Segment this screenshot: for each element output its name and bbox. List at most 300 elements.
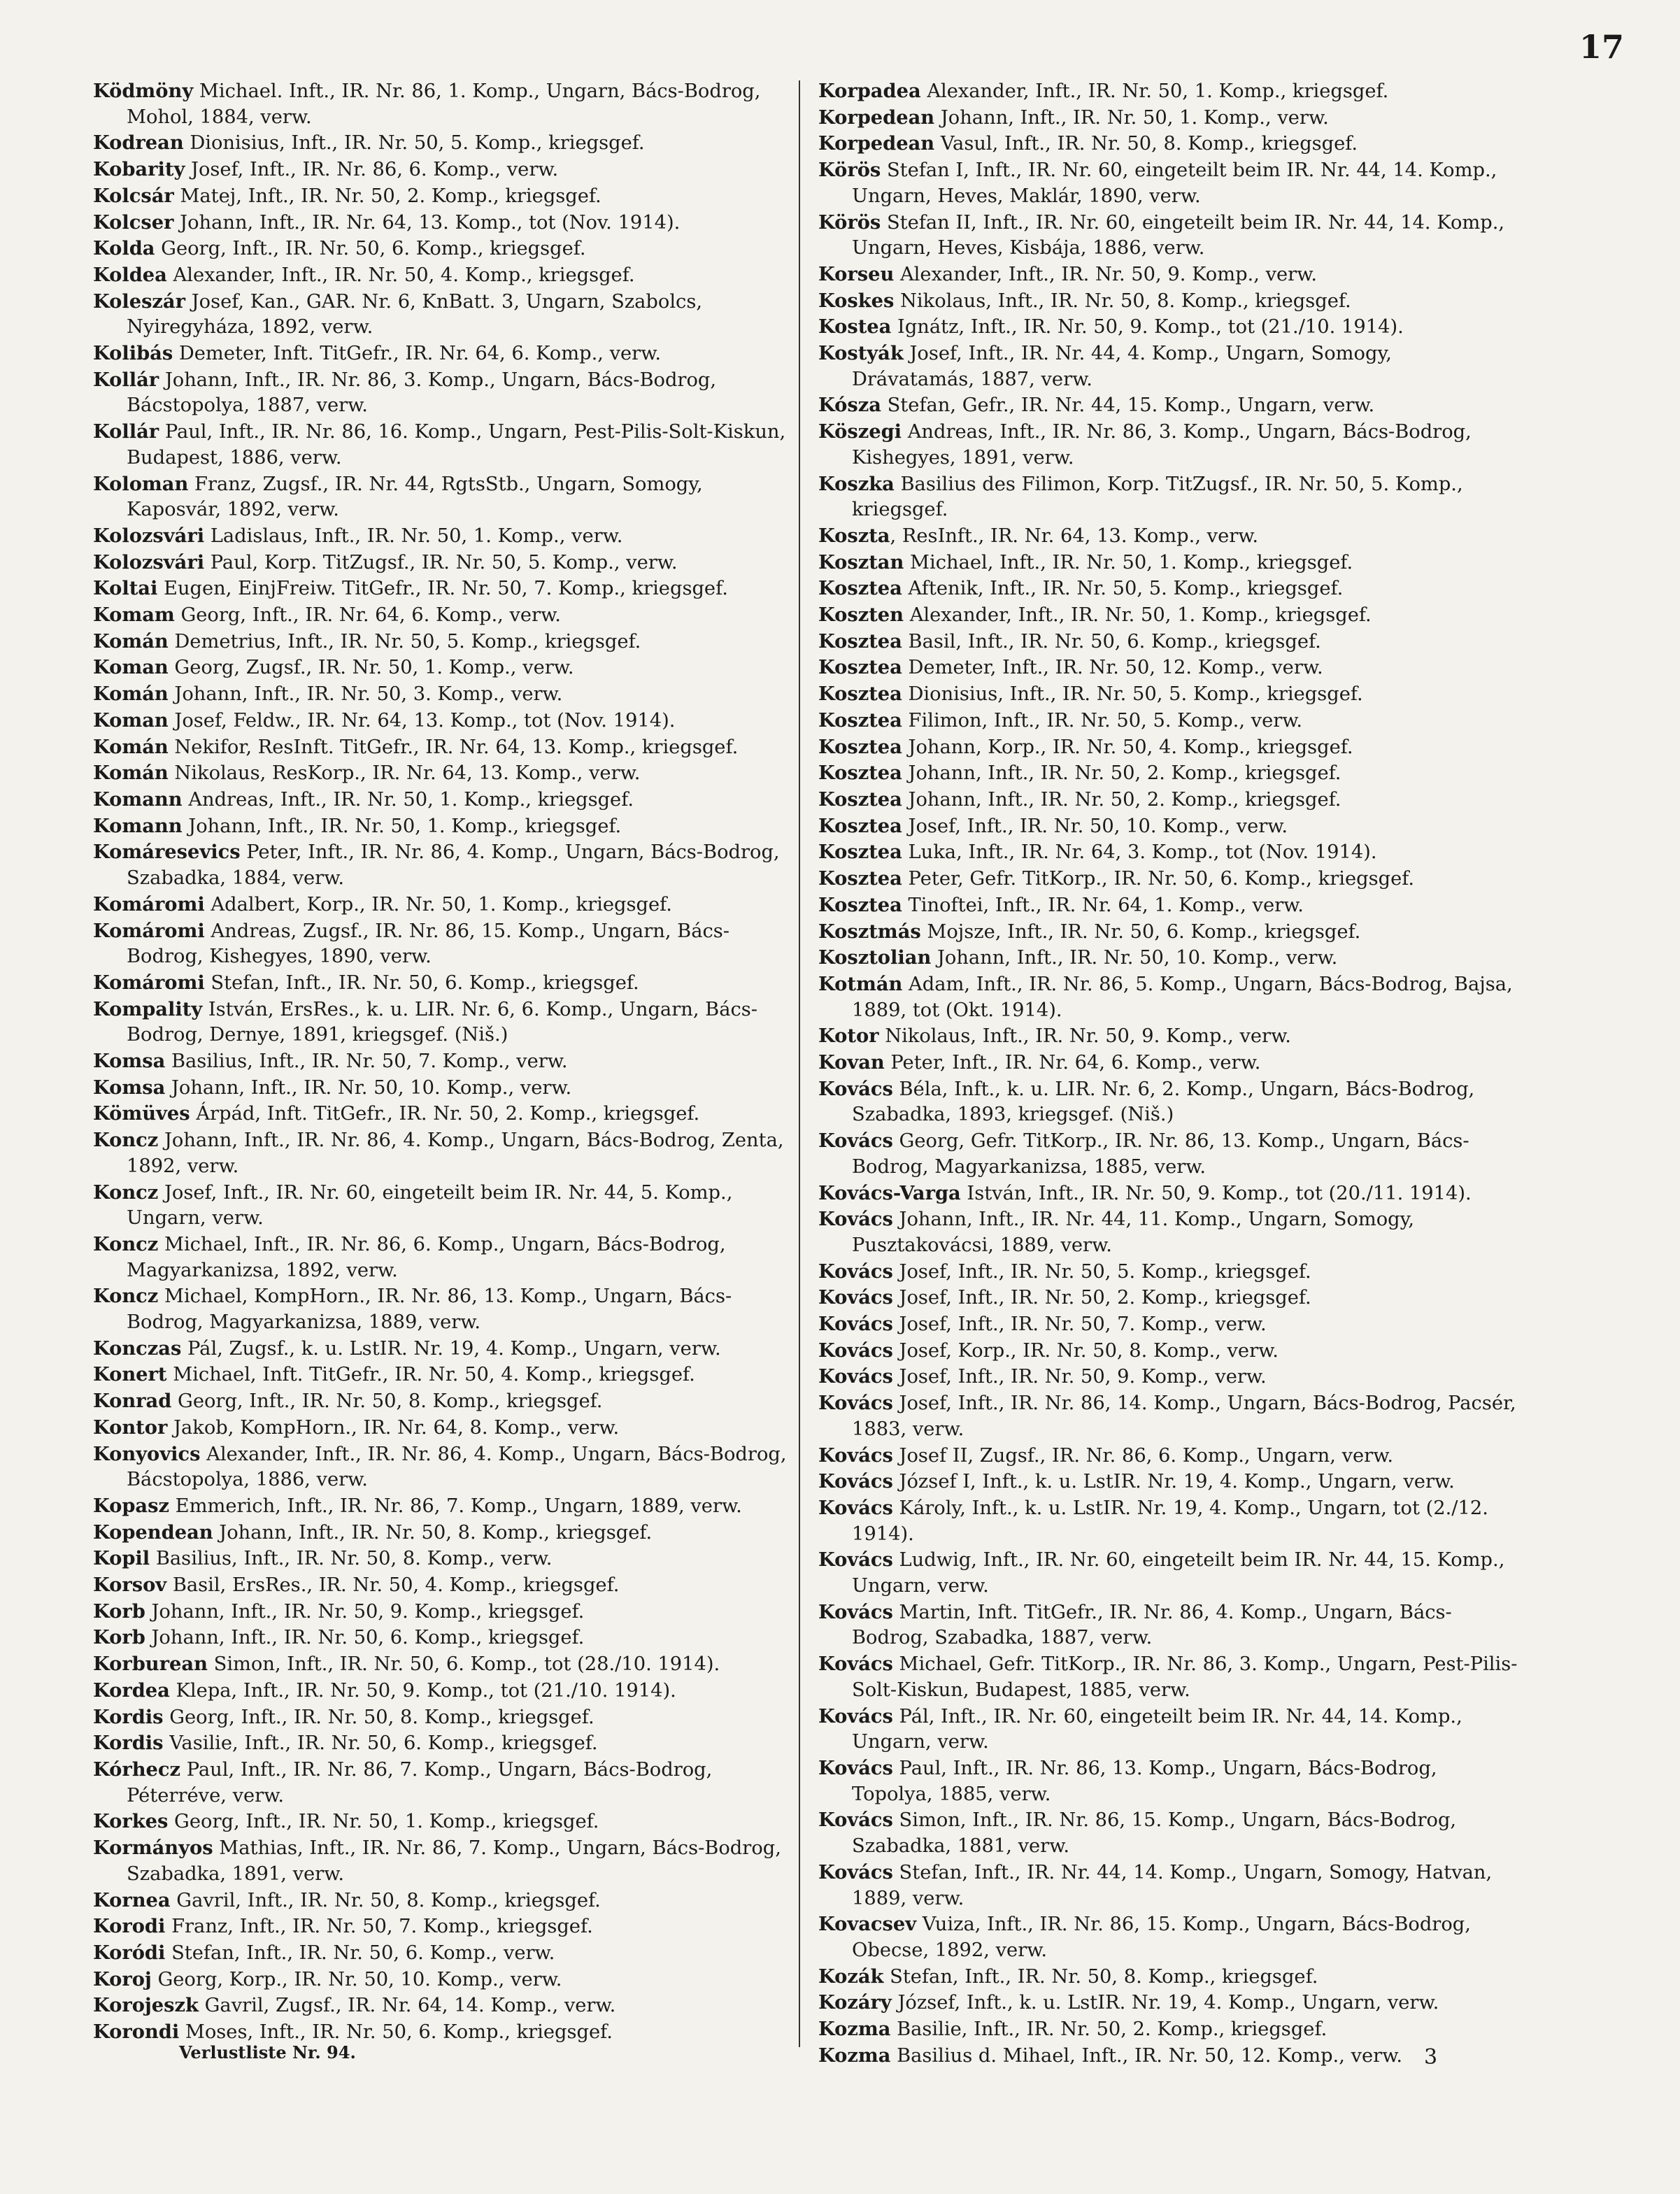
entry-details: Michael, Inft., IR. Nr. 86, 6. Komp., Ungarn, Bács-Bodrog, Magyarkanizsa, 1892, verw. [127, 1233, 726, 1281]
entry-details: Pál, Zugsf., k. u. LstIR. Nr. 19, 4. Komp., Ungarn, verw. [181, 1337, 721, 1360]
entry-surname: Kostyák [818, 342, 904, 365]
entry-details: Nikolaus, Inft., IR. Nr. 50, 8. Komp., kriegsgef. [894, 290, 1351, 312]
entry-details: Peter, Inft., IR. Nr. 86, 4. Komp., Ungarn, Bács-Bodrog, Szabadka, 1884, verw. [127, 841, 780, 890]
entry-surname: Koszten [818, 604, 904, 627]
entry-details: Demeter, Inft., IR. Nr. 50, 12. Komp., verw. [902, 657, 1323, 679]
list-entry [93, 708, 792, 734]
entry-details: Emmerich, Inft., IR. Nr. 86, 7. Komp., Ungarn, 1889, verw. [169, 1495, 742, 1517]
entry-surname: Koldea [93, 263, 167, 286]
entry-details: Josef, Inft., IR. Nr. 50, 10. Komp., verw. [902, 815, 1288, 837]
list-entry [93, 629, 792, 655]
list-entry [818, 314, 1518, 341]
entry-details: Vasul, Inft., IR. Nr. 50, 8. Komp., kriegsgef. [934, 133, 1358, 155]
entry-surname: Kovacsev [818, 1913, 917, 1936]
entry-details: Károly, Inft., k. u. LstIR. Nr. 19, 4. Komp., Ungarn, tot (2./12. 1914). [852, 1497, 1488, 1545]
entry-details: Ladislaus, Inft., IR. Nr. 50, 1. Komp., verw. [204, 525, 623, 547]
entry-details: Pál, Inft., IR. Nr. 60, eingeteilt beim IR. Nr. 44, 14. Komp., Ungarn, verw. [852, 1705, 1462, 1753]
entry-details: Nekifor, ResInft. TitGefr., IR. Nr. 64, 13. Komp., kriegsgef. [168, 736, 739, 758]
entry-details: Paul, Inft., IR. Nr. 86, 7. Komp., Ungarn, Bács-Bodrog, Péterréve, verw. [127, 1759, 713, 1807]
list-entry [818, 1050, 1518, 1076]
entry-details: Johann, Inft., IR. Nr. 50, 10. Komp., verw. [931, 947, 1338, 969]
entry-surname: Komáresevics [93, 841, 241, 864]
entry-details: Stefan I, Inft., IR. Nr. 60, eingeteilt beim IR. Nr. 44, 14. Komp., Ungarn, Heves, Maklár, 1890, verw. [852, 159, 1497, 207]
entry-surname: Kordea [93, 1679, 170, 1702]
entry-details: Nikolaus, Inft., IR. Nr. 50, 9. Komp., verw. [878, 1025, 1291, 1048]
entry-surname: Kosztea [818, 629, 902, 653]
entry-surname: Kolibás [93, 342, 173, 365]
page-number: 17 [1579, 28, 1624, 66]
entry-surname: Komáromi [93, 892, 205, 916]
entry-surname: Körös [818, 159, 881, 182]
entry-surname: Kotmán [818, 972, 903, 995]
entry-surname: Kosztea [818, 893, 902, 916]
entry-details: József, Inft., k. u. LstIR. Nr. 19, 4. Komp., Ungarn, verw. [891, 1992, 1439, 2014]
entry-details: Simon, Inft., IR. Nr. 86, 15. Komp., Ungarn, Bács-Bodrog, Szabadka, 1881, verw. [852, 1809, 1457, 1858]
entry-surname: Kosztea [818, 841, 902, 864]
entry-surname: Korb [93, 1626, 145, 1649]
list-entry [818, 550, 1518, 576]
list-entry [818, 1807, 1518, 1859]
entry-details: Georg, Gefr. TitKorp., IR. Nr. 86, 13. Komp., Ungarn, Bács-Bodrog, Magyarkanizsa, 1885, verw. [852, 1130, 1469, 1178]
list-entry [93, 1730, 792, 1757]
entry-surname: Konyovics [93, 1442, 201, 1465]
list-entry [818, 839, 1518, 866]
entry-details: Stefan, Inft., IR. Nr. 44, 14. Komp., Ungarn, Somogy, Hatvan, 1889, verw. [852, 1861, 1493, 1909]
list-entry [818, 708, 1518, 734]
entry-surname: Kovács [818, 1365, 893, 1388]
entry-surname: Körös [818, 211, 881, 234]
column-divider [799, 80, 800, 2047]
entry-details: Basil, ErsRes., IR. Nr. 50, 4. Komp., kriegsgef. [166, 1574, 620, 1597]
entry-details: Vuiza, Inft., IR. Nr. 86, 15. Komp., Ungarn, Bács-Bodrog, Obecse, 1892, verw. [852, 1914, 1471, 1961]
entry-details: Alexander, Inft., IR. Nr. 50, 4. Komp., kriegsgef. [166, 264, 635, 286]
entry-details: Franz, Inft., IR. Nr. 50, 7. Komp., kriegsgef. [165, 1916, 593, 1938]
entry-surname: Koncz [93, 1181, 159, 1204]
list-entry [818, 157, 1518, 209]
entry-surname: Kostea [818, 315, 892, 339]
entry-surname: Koródi [93, 1941, 166, 1964]
entry-details: Michael. Inft., IR. Nr. 86, 1. Komp., Ungarn, Bács-Bodrog, Mohol, 1884, verw. [127, 80, 761, 128]
entry-surname: Korsov [93, 1574, 167, 1597]
entry-surname: Kosztea [818, 762, 902, 785]
entry-details: Johann, Inft., IR. Nr. 50, 8. Komp., kriegsgef. [213, 1521, 653, 1544]
list-entry [818, 210, 1518, 262]
list-entry [818, 1495, 1518, 1547]
list-entry [818, 892, 1518, 919]
list-entry [818, 392, 1518, 419]
list-entry [93, 1101, 792, 1127]
list-entry [818, 523, 1518, 550]
entry-details: Johann, Inft., IR. Nr. 64, 13. Komp., tot (Nov. 1914). [173, 211, 681, 234]
entry-details: István, Inft., IR. Nr. 50, 9. Komp., tot (20./11. 1914). [960, 1182, 1472, 1204]
list-entry [93, 734, 792, 761]
entry-details: Michael, Inft. TitGefr., IR. Nr. 50, 4. Komp., kriegsgef. [166, 1364, 695, 1386]
entry-surname: Kovács [818, 1757, 893, 1779]
list-entry [93, 1232, 792, 1283]
entry-details: Basil, Inft., IR. Nr. 50, 6. Komp., kriegsgef. [902, 630, 1321, 653]
entry-details: Demetrius, Inft., IR. Nr. 50, 5. Komp., kriegsgef. [168, 630, 641, 653]
entry-surname: Konrad [93, 1390, 172, 1413]
list-entry [818, 288, 1518, 315]
entry-surname: Kopasz [93, 1494, 169, 1517]
list-entry [93, 997, 792, 1048]
entry-surname: Kósza [818, 394, 881, 417]
list-entry [818, 787, 1518, 813]
entry-surname: Koncz [93, 1129, 159, 1152]
list-entry [93, 157, 792, 183]
entry-details: Árpád, Inft. TitGefr., IR. Nr. 50, 2. Komp., kriegsgef. [190, 1103, 700, 1125]
entry-details: Franz, Zugsf., IR. Nr. 44, RgtsStb., Ungarn, Somogy, Kaposvár, 1892, verw. [127, 473, 703, 521]
entry-surname: Korseu [818, 262, 895, 285]
entry-details: Gavril, Zugsf., IR. Nr. 64, 14. Komp., verw. [198, 1995, 616, 2017]
entry-details: Georg, Inft., IR. Nr. 50, 8. Komp., kriegsgef. [171, 1390, 603, 1413]
list-entry [93, 289, 792, 341]
entry-surname: Korkes [93, 1810, 169, 1833]
entry-details: Klepa, Inft., IR. Nr. 50, 9. Komp., tot (21./10. 1914). [169, 1679, 676, 1702]
entry-surname: Kórhecz [93, 1758, 181, 1781]
entry-surname: Kosztea [818, 577, 902, 600]
entry-details: Béla, Inft., k. u. LIR. Nr. 6, 2. Komp., Ungarn, Bács-Bodrog, Szabadka, 1893, kriegsgef. (Niš.) [852, 1078, 1475, 1126]
entry-surname: Korpedean [818, 106, 935, 129]
entry-surname: Kosztea [818, 867, 902, 890]
list-entry [818, 1076, 1518, 1128]
list-entry [93, 1388, 792, 1415]
entry-surname: Kosztea [818, 735, 902, 758]
entry-details: Andreas, Inft., IR. Nr. 50, 1. Komp., kriegsgef. [182, 788, 634, 811]
list-entry [818, 602, 1518, 629]
entry-surname: Kovács [818, 1600, 893, 1623]
list-entry [93, 130, 792, 157]
entry-surname: Kovács [818, 1470, 893, 1493]
entry-details: Josef, Inft., IR. Nr. 50, 5. Komp., kriegsgef. [892, 1260, 1311, 1283]
entry-details: Alexander, Inft., IR. Nr. 50, 9. Komp., verw. [894, 263, 1318, 285]
list-entry [818, 1128, 1518, 1180]
entry-details: Josef, Inft., IR. Nr. 50, 7. Komp., verw. [892, 1313, 1267, 1336]
entry-surname: Kovács [818, 1860, 893, 1883]
entry-surname: Kosztea [818, 788, 902, 811]
entry-surname: Kozma [818, 2018, 891, 2041]
list-entry [818, 262, 1518, 288]
list-entry [818, 1181, 1518, 1207]
entry-surname: Kormányos [93, 1837, 213, 1860]
list-entry [93, 1993, 792, 2019]
entry-details: Martin, Inft. TitGefr., IR. Nr. 86, 4. Komp., Ungarn, Bács-Bodrog, Szabadka, 1887, verw. [852, 1601, 1452, 1649]
entry-surname: Kontor [93, 1416, 168, 1439]
entry-details: Michael, Gefr. TitKorp., IR. Nr. 86, 3. Komp., Ungarn, Pest-Pilis-Solt-Kiskun, Budapest, 1885, verw. [852, 1653, 1518, 1701]
entry-surname: Konczas [93, 1337, 182, 1360]
entry-details: Johann, Inft., IR. Nr. 50, 2. Komp., kriegsgef. [902, 788, 1341, 811]
entry-details: Georg, Inft., IR. Nr. 64, 6. Komp., verw. [174, 604, 561, 627]
entry-details: Peter, Gefr. TitKorp., IR. Nr. 50, 6. Komp., kriegsgef. [902, 868, 1415, 890]
entry-details: Paul, Inft., IR. Nr. 86, 16. Komp., Ungarn, Pest-Pilis-Solt-Kiskun, Budapest, 1886, verw. [127, 421, 786, 469]
entry-details: Josef, Feldw., IR. Nr. 64, 13. Komp., tot (Nov. 1914). [168, 709, 676, 732]
entry-surname: Kosztan [818, 550, 904, 574]
entry-details: Alexander, Inft., IR. Nr. 86, 4. Komp., Ungarn, Bács-Bodrog, Bácstopolya, 1886, verw. [127, 1443, 787, 1491]
list-entry [93, 1336, 792, 1362]
list-entry [818, 1469, 1518, 1495]
entry-surname: Koroj [93, 1967, 152, 1990]
list-entry [818, 1259, 1518, 1285]
entry-details: Alexander, Inft., IR. Nr. 50, 1. Komp., kriegsgef. [904, 604, 1372, 627]
entry-surname: Kovan [818, 1051, 885, 1074]
list-entry [818, 1547, 1518, 1599]
list-entry [818, 1285, 1518, 1311]
entry-surname: Kolda [93, 237, 155, 260]
entry-details: Simon, Inft., IR. Nr. 50, 6. Komp., tot (28./10. 1914). [207, 1653, 720, 1676]
entry-details: Georg, Inft., IR. Nr. 50, 6. Komp., kriegsgef. [155, 238, 586, 260]
list-entry [93, 918, 792, 970]
entry-surname: Kollár [93, 420, 159, 443]
entry-surname: Korburean [93, 1653, 208, 1676]
list-entry [93, 1757, 792, 1809]
entry-surname: Kolcsár [93, 184, 174, 207]
list-entry [818, 341, 1518, 392]
list-entry [93, 1180, 792, 1232]
entry-details: Ignátz, Inft., IR. Nr. 50, 9. Komp., tot (21./10. 1914). [891, 316, 1404, 339]
list-entry [93, 183, 792, 210]
list-entry [818, 105, 1518, 131]
list-entry [93, 523, 792, 550]
entry-surname: Kosztea [818, 683, 902, 706]
entry-details: Gavril, Inft., IR. Nr. 50, 8. Komp., kriegsgef. [170, 1889, 601, 1911]
entry-details: Georg, Korp., IR. Nr. 50, 10. Komp., verw. [151, 1968, 562, 1990]
entry-surname: Kovács [818, 1130, 893, 1153]
entry-surname: Kolozsvári [93, 550, 205, 574]
entry-surname: Komann [93, 814, 183, 837]
entry-details: Paul, Inft., IR. Nr. 86, 13. Komp., Ungarn, Bács-Bodrog, Topolya, 1885, verw. [852, 1758, 1437, 1805]
entry-surname: Kozáry [818, 1991, 892, 2014]
list-entry [93, 1283, 792, 1335]
entry-surname: Kolozsvári [93, 524, 205, 547]
entry-details: Adalbert, Korp., IR. Nr. 50, 1. Komp., kriegsgef. [204, 893, 672, 916]
entry-surname: Kovács [818, 1286, 893, 1309]
list-entry [93, 970, 792, 997]
entry-details: Filimon, Inft., IR. Nr. 50, 5. Komp., verw. [902, 709, 1303, 732]
entry-surname: Kosztea [818, 656, 902, 679]
entry-details: Basilie, Inft., IR. Nr. 50, 2. Komp., kriegsgef. [890, 2018, 1327, 2041]
list-entry [818, 78, 1518, 105]
list-entry [818, 1860, 1518, 1911]
list-entry [818, 1964, 1518, 1990]
entry-surname: Kosztolian [818, 946, 932, 969]
entry-surname: Korpedean [818, 132, 935, 155]
entry-surname: Kozák [818, 1965, 884, 1988]
list-entry [818, 131, 1518, 157]
list-entry [818, 1990, 1518, 2016]
list-entry [93, 367, 792, 419]
list-entry [818, 760, 1518, 787]
entry-surname: Kodrean [93, 131, 184, 155]
entry-surname: Koman [93, 656, 169, 679]
list-entry [93, 602, 792, 629]
entry-details: Johann, Inft., IR. Nr. 50, 1. Komp., verw. [934, 106, 1329, 129]
list-entry [93, 1704, 792, 1731]
entry-surname: Kosztea [818, 814, 902, 837]
list-entry [93, 1048, 792, 1075]
entry-surname: Kompality [93, 997, 203, 1020]
entry-surname: Kovács [818, 1809, 893, 1832]
entry-surname: Komsa [93, 1050, 166, 1073]
list-entry [93, 1835, 792, 1887]
list-entry [93, 1520, 792, 1546]
entry-surname: Kopendean [93, 1520, 213, 1544]
entry-surname: Konert [93, 1363, 167, 1386]
entry-surname: Komán [93, 762, 169, 785]
entry-surname: Kovács [818, 1444, 893, 1467]
entry-details: Stefan, Inft., IR. Nr. 50, 8. Komp., kriegsgef. [883, 1965, 1318, 1988]
entry-surname: Kordis [93, 1732, 164, 1755]
list-entry [818, 734, 1518, 761]
entry-details: Josef, Inft., IR. Nr. 86, 14. Komp., Ungarn, Bács-Bodrog, Pacsér, 1883, verw. [852, 1392, 1516, 1440]
entry-details: Basilius d. Mihael, Inft., IR. Nr. 50, 12. Komp., verw. [890, 2044, 1403, 2067]
entry-details: Demeter, Inft. TitGefr., IR. Nr. 64, 6. Komp., verw. [173, 343, 662, 365]
entry-surname: Köszegi [818, 420, 902, 443]
list-entry [818, 681, 1518, 708]
list-entry [818, 629, 1518, 655]
entry-details: Johann, Inft., IR. Nr. 44, 11. Komp., Ungarn, Somogy, Pusztakovácsi, 1889, verw. [852, 1209, 1415, 1256]
list-entry [93, 1914, 792, 1940]
entry-surname: Kovács [818, 1260, 893, 1283]
entry-surname: Kovács-Varga [818, 1181, 961, 1204]
list-entry [93, 681, 792, 708]
list-entry [818, 971, 1518, 1023]
entry-details: Johann, Inft., IR. Nr. 50, 6. Komp., kriegsgef. [145, 1627, 585, 1649]
entry-details: Johann, Inft., IR. Nr. 50, 2. Komp., kriegsgef. [902, 762, 1341, 785]
list-entry [818, 2016, 1518, 2043]
entry-details: Dionisius, Inft., IR. Nr. 50, 5. Komp., kriegsgef. [902, 683, 1363, 706]
list-entry [818, 1755, 1518, 1807]
entry-details: Stefan II, Inft., IR. Nr. 60, eingeteilt beim IR. Nr. 44, 14. Komp., Ungarn, Heves, Kisbája, 1886, verw. [852, 211, 1505, 259]
list-entry [93, 1599, 792, 1625]
entry-surname: Komáromi [93, 971, 205, 994]
entry-surname: Koman [93, 708, 169, 732]
entry-details: Johann, Inft., IR. Nr. 50, 3. Komp., verw. [168, 683, 563, 706]
list-entry [93, 1493, 792, 1520]
list-entry [93, 1546, 792, 1572]
entry-details: Eugen, EinjFreiw. TitGefr., IR. Nr. 50, 7. Komp., kriegsgef. [157, 578, 728, 600]
entry-surname: Kovács [818, 1496, 893, 1519]
entry-details: Aftenik, Inft., IR. Nr. 50, 5. Komp., kriegsgef. [902, 578, 1344, 600]
entry-details: Johann, Inft., IR. Nr. 50, 10. Komp., verw. [165, 1076, 572, 1099]
entry-surname: Kovács [818, 1313, 893, 1336]
list-entry [818, 471, 1518, 523]
entry-details: Josef, Inft., IR. Nr. 44, 4. Komp., Ungarn, Somogy, Drávatamás, 1887, verw. [852, 343, 1392, 390]
list-entry [93, 262, 792, 289]
footer-signature-mark: 3 [1424, 2045, 1438, 2070]
entry-surname: Korojeszk [93, 1994, 199, 2017]
entry-details: Mathias, Inft., IR. Nr. 86, 7. Komp., Ungarn, Bács-Bodrog, Szabadka, 1891, verw. [127, 1837, 781, 1885]
entry-surname: Kornea [93, 1888, 171, 1911]
entry-details: Georg, Inft., IR. Nr. 50, 8. Komp., kriegsgef. [163, 1706, 595, 1728]
entry-surname: Komsa [93, 1076, 166, 1099]
list-entry [93, 1940, 792, 1967]
list-entry [93, 236, 792, 262]
list-entry [93, 1888, 792, 1914]
entry-details: Luka, Inft., IR. Nr. 64, 3. Komp., tot (Nov. 1914). [902, 841, 1377, 864]
entry-surname: Koszka [818, 472, 895, 495]
entry-surname: Komann [93, 788, 183, 811]
entry-details: Jakob, KompHorn., IR. Nr. 64, 8. Komp., verw. [167, 1416, 620, 1439]
entry-surname: Korb [93, 1600, 145, 1623]
list-entry [93, 210, 792, 236]
entry-details: Josef II, Zugsf., IR. Nr. 86, 6. Komp., Ungarn, verw. [892, 1444, 1393, 1467]
entry-details: Josef, Kan., GAR. Nr. 6, KnBatt. 3, Ungarn, Szabolcs, Nyiregyháza, 1892, verw. [127, 290, 703, 339]
list-entry [818, 655, 1518, 681]
list-entry [818, 919, 1518, 946]
list-entry [818, 1338, 1518, 1365]
entry-details: József I, Inft., k. u. LstIR. Nr. 19, 4. Komp., Ungarn, verw. [892, 1471, 1455, 1493]
right-column [818, 78, 1518, 2069]
entry-surname: Kordis [93, 1705, 164, 1728]
list-entry [93, 1415, 792, 1441]
list-entry [818, 2043, 1518, 2070]
list-entry [818, 945, 1518, 971]
entry-details: Basilius des Filimon, Korp. TitZugsf., IR. Nr. 50, 5. Komp., kriegsgef. [852, 473, 1463, 521]
list-entry [93, 1651, 792, 1678]
entry-details: Basilius, Inft., IR. Nr. 50, 7. Komp., verw. [165, 1050, 568, 1073]
entry-surname: Koszta [818, 524, 890, 547]
entry-surname: Komán [93, 683, 169, 706]
list-entry [93, 1127, 792, 1179]
entry-details: Moses, Inft., IR. Nr. 50, 6. Komp., kriegsgef. [179, 2021, 613, 2044]
entry-surname: Kolcser [93, 211, 174, 234]
entry-details: Alexander, Inft., IR. Nr. 50, 1. Komp., kriegsgef. [920, 80, 1389, 102]
list-entry [93, 1362, 792, 1388]
list-entry [93, 892, 792, 918]
list-entry [93, 1625, 792, 1651]
entry-surname: Koltai [93, 577, 158, 600]
entry-details: Tinoftei, Inft., IR. Nr. 64, 1. Komp., verw. [902, 894, 1304, 916]
list-entry [93, 550, 792, 576]
entry-details: Johann, Inft., IR. Nr. 86, 3. Komp., Ungarn, Bács-Bodrog, Bácstopolya, 1887, verw. [127, 369, 717, 417]
entry-surname: Komán [93, 629, 169, 653]
entry-details: Johann, Inft., IR. Nr. 50, 1. Komp., kriegsgef. [182, 815, 622, 837]
footer-list-label: Verlustliste Nr. 94. [179, 2042, 356, 2063]
list-entry [93, 1441, 792, 1493]
entry-details: Michael, Inft., IR. Nr. 50, 1. Komp., kriegsgef. [904, 551, 1353, 574]
list-entry [818, 1911, 1518, 1963]
list-entry [93, 419, 792, 471]
entry-details: Josef, Inft., IR. Nr. 86, 6. Komp., verw. [185, 159, 559, 181]
entry-details: Nikolaus, ResKorp., IR. Nr. 64, 13. Komp., verw. [168, 762, 641, 785]
entry-details: Andreas, Zugsf., IR. Nr. 86, 15. Komp., Ungarn, Bács-Bodrog, Kishegyes, 1890, verw. [127, 920, 730, 968]
entry-details: Basilius, Inft., IR. Nr. 50, 8. Komp., verw. [150, 1548, 553, 1570]
entry-surname: Koskes [818, 289, 895, 312]
entry-details: Peter, Inft., IR. Nr. 64, 6. Komp., verw. [884, 1052, 1261, 1074]
entry-details: Josef, Inft., IR. Nr. 50, 9. Komp., verw. [892, 1366, 1267, 1388]
entry-surname: Kovács [818, 1339, 893, 1362]
entry-surname: Koncz [93, 1285, 159, 1308]
entry-surname: Kotor [818, 1025, 879, 1048]
list-entry [818, 419, 1518, 471]
entry-details: Johann, Korp., IR. Nr. 50, 4. Komp., kriegsgef. [902, 736, 1353, 758]
entry-details: Johann, Inft., IR. Nr. 50, 9. Komp., kriegsgef. [145, 1600, 585, 1623]
list-entry [818, 576, 1518, 602]
list-entry [93, 813, 792, 840]
entry-surname: Kovács [818, 1208, 893, 1231]
entry-surname: Kosztea [818, 708, 902, 732]
entry-surname: Kovács [818, 1704, 893, 1728]
list-entry [818, 1704, 1518, 1755]
entry-surname: Komán [93, 735, 169, 758]
entry-details: Matej, Inft., IR. Nr. 50, 2. Komp., kriegsgef. [173, 185, 601, 207]
list-entry [93, 1075, 792, 1102]
entry-surname: Kopil [93, 1547, 150, 1570]
entry-surname: Koncz [93, 1232, 159, 1255]
left-column [93, 78, 792, 2046]
list-entry [93, 576, 792, 602]
list-entry [818, 1443, 1518, 1469]
